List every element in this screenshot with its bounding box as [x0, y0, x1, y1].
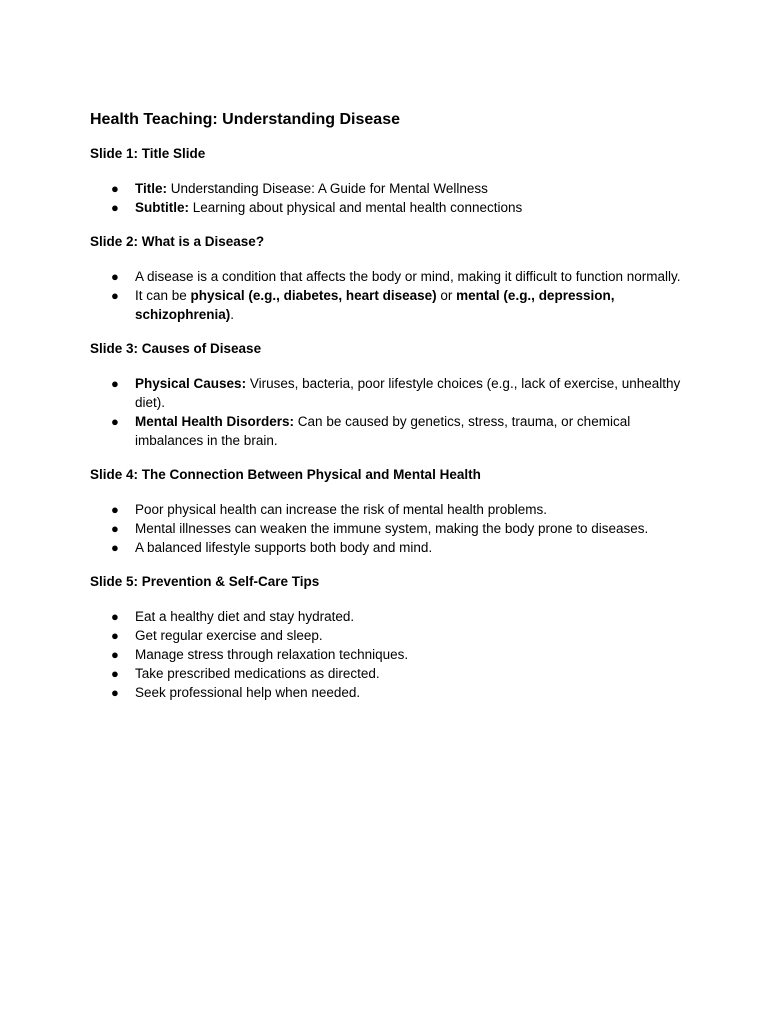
bullet-icon: ●	[111, 288, 119, 303]
bullet-list	[90, 374, 690, 450]
body-text: A balanced lifestyle supports both body and mind.	[135, 540, 433, 555]
bullet-icon: ●	[111, 685, 119, 700]
bullet-item	[90, 500, 690, 519]
body-text: Mental illnesses can weaken the immune system, making the body prone to diseases.	[135, 521, 649, 536]
bullet-icon: ●	[111, 666, 119, 681]
body-text: or	[436, 288, 457, 303]
document-page	[90, 110, 690, 718]
bullet-list	[90, 607, 690, 702]
body-text: Understanding Disease: A Guide for Mental Wellness	[167, 181, 488, 196]
bullet-item	[90, 607, 690, 626]
bullet-icon: ●	[111, 200, 119, 215]
bullet-icon: ●	[111, 647, 119, 662]
body-text: Learning about physical and mental health connections	[189, 200, 523, 215]
bullet-item	[90, 198, 690, 217]
bold-text: mental (e.g., depression, schizophrenia)	[135, 288, 615, 322]
bullet-icon: ●	[111, 269, 119, 284]
bold-text: Physical Causes:	[135, 376, 247, 391]
slide-heading: Slide 3: Causes of Disease	[90, 341, 262, 356]
slide-heading: Slide 2: What is a Disease?	[90, 234, 265, 249]
bullet-item	[90, 374, 690, 412]
body-text: Poor physical health can increase the risk of mental health problems.	[135, 502, 547, 517]
bullet-list	[90, 500, 690, 557]
bullet-icon: ●	[111, 609, 119, 624]
body-text: A disease is a condition that affects the body or mind, making it difficult to function normally.	[135, 269, 681, 284]
bullet-item	[90, 645, 690, 664]
bullet-list	[90, 179, 690, 217]
body-text: Manage stress through relaxation techniques.	[135, 647, 409, 662]
slide-section	[90, 145, 690, 217]
bullet-icon: ●	[111, 376, 119, 391]
body-text: Eat a healthy diet and stay hydrated.	[135, 609, 355, 624]
slide-heading: Slide 1: Title Slide	[90, 146, 206, 161]
bold-text: Subtitle:	[135, 200, 189, 215]
bullet-item	[90, 519, 690, 538]
bullet-item	[90, 538, 690, 557]
bullet-icon: ●	[111, 502, 119, 517]
bullet-icon: ●	[111, 521, 119, 536]
bullet-icon: ●	[111, 181, 119, 196]
document-title: Health Teaching: Understanding Disease	[90, 111, 400, 128]
slide-section	[90, 466, 690, 557]
slide-section	[90, 573, 690, 702]
body-text: Seek professional help when needed.	[135, 685, 361, 700]
bold-text: Mental Health Disorders:	[135, 414, 295, 429]
bullet-item	[90, 412, 690, 450]
body-text: Viruses, bacteria, poor lifestyle choices (e.g., lack of exercise, unhealthy diet).	[135, 376, 681, 410]
body-text: Can be caused by genetics, stress, trauma, or chemical imbalances in the brain.	[135, 414, 631, 448]
slide-heading: Slide 5: Prevention & Self-Care Tips	[90, 574, 320, 589]
body-text: Take prescribed medications as directed.	[135, 666, 380, 681]
slide-section	[90, 233, 690, 324]
slide-section	[90, 340, 690, 450]
bullet-item	[90, 267, 690, 286]
bullet-item	[90, 683, 690, 702]
body-text: It can be	[135, 288, 191, 303]
bullet-list	[90, 267, 690, 324]
bullet-item	[90, 626, 690, 645]
bold-text: Title:	[135, 181, 168, 196]
bullet-icon: ●	[111, 414, 119, 429]
slides-container	[90, 145, 690, 702]
bullet-item	[90, 179, 690, 198]
slide-heading: Slide 4: The Connection Between Physical and Mental Health	[90, 467, 481, 482]
bullet-icon: ●	[111, 540, 119, 555]
body-text: Get regular exercise and sleep.	[135, 628, 323, 643]
bold-text: physical (e.g., diabetes, heart disease)	[190, 288, 437, 303]
body-text: .	[230, 307, 235, 322]
bullet-item	[90, 286, 690, 324]
bullet-icon: ●	[111, 628, 119, 643]
bullet-item	[90, 664, 690, 683]
